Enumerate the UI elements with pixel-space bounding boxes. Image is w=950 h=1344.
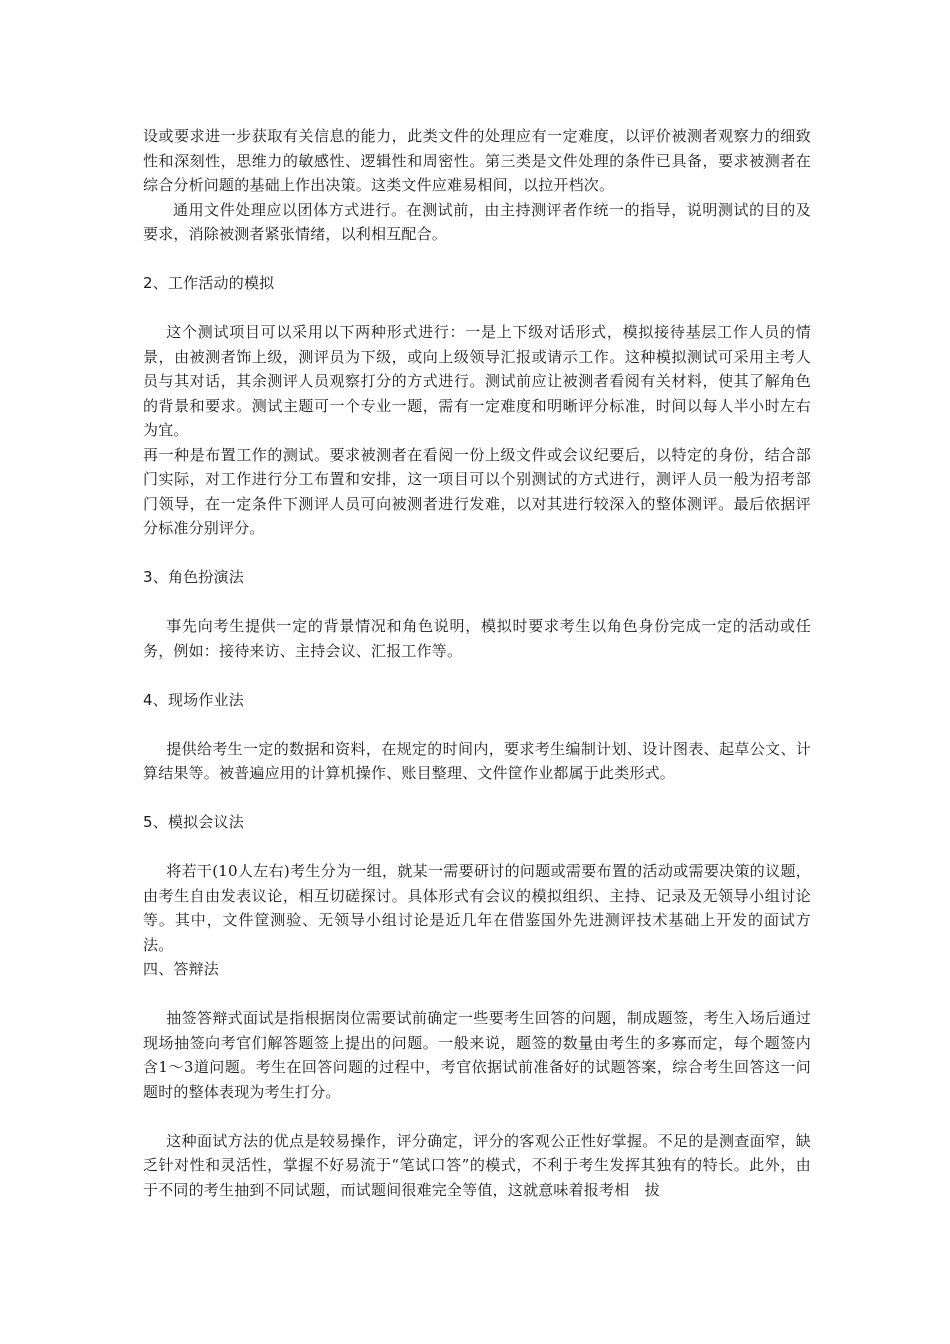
paragraph-mock-meeting: 将若干(10人左右)考生分为一组，就某一需要研讨的问题或需要布置的活动或需要决策的议题，由考生自由发表议论，相互切磋探讨。具体形式有会议的模拟组织、主持、记录及无领导小组讨论等。其中，文件筐测验、无领导小组讨论是近几年在借鉴国外先进测评技术基础上开发的面试方法。 <box>143 862 811 954</box>
document-page <box>143 124 811 1202</box>
paragraph-pros-cons: 这种面试方法的优点是较易操作，评分确定，评分的客观公正性好掌握。不足的是测查面窄，缺乏针对性和灵活性，掌握不好易流于“笔试口答”的模式，不利于考生发挥其独有的特长。此外，由于不同的考生抽到不同试题，而试题间很难完全等值，这就意味着报考相 拔 <box>143 1131 811 1199</box>
paragraph-lottery-defense: 抽签答辩式面试是指根据岗位需要试前确定一些要考生回答的问题，制成题签，考生入场后通过现场抽签向考官们解答题签上提出的问题。一般来说，题签的数量由考生的多寡而定，每个题签内含1～3道问题。考生在回答问题的过程中，考官依据试前准备好的试题答案，综合考生回答这一问题时的整体表现为考生打分。 <box>143 1009 811 1101</box>
paragraph-field-work: 提供给考生一定的数据和资料，在规定的时间内，要求考生编制计划、设计图表、起草公文、计算结果等。被普遍应用的计算机操作、账目整理、文件筐作业都属于此类形式。 <box>143 739 811 782</box>
heading-work-simulation: 2、工作活动的模拟 <box>143 274 275 292</box>
heading-field-work: 4、现场作业法 <box>143 690 244 709</box>
heading-role-play: 3、角色扮演法 <box>143 568 244 586</box>
spacer <box>143 590 811 615</box>
paragraph-group-processing: 通用文件处理应以团体方式进行。在测试前，由主持测评者作统一的指导，说明测试的目的及要求，消除被测者紧张情绪，以利相互配合。 <box>143 200 811 243</box>
paragraph-assign-work: 再一种是布置工作的测试。要求被测者在看阅一份上级文件或会议纪要后，以特定的身份，结合部门实际，对工作进行分工布置和安排，这一项目可以个别测试的方式进行，测评人员一般为招考部门领导，在一定条件下测评人员可向被测者进行发难，以对其进行较深入的整体测评。最后依据评分标准分别评分。 <box>143 445 811 537</box>
paragraph-role-play: 事先向考生提供一定的背景情况和角色说明，模拟时要求考生以角色身份完成一定的活动或任务，例如：接待来访、主持会议、汇报工作等。 <box>143 617 811 660</box>
spacer <box>143 835 811 860</box>
spacer <box>143 1104 811 1129</box>
paragraph-file-types: 设或要求进一步获取有关信息的能力，此类文件的处理应有一定难度，以评价被测者观察力的细致性和深刻性，思维力的敏感性、逻辑性和周密性。第三类是文件处理的条件已具备，要求被测者在综合分析问题的基础上作出决策。这类文件应难易相间，以拉开档次。 <box>143 127 811 194</box>
heading-defense-method: 四、答辩法 <box>143 960 220 978</box>
spacer <box>143 296 811 321</box>
spacer <box>143 712 811 737</box>
heading-mock-meeting: 5、模拟会议法 <box>143 813 244 831</box>
spacer <box>143 786 811 811</box>
spacer <box>143 663 811 688</box>
spacer <box>143 982 811 1007</box>
spacer <box>143 541 811 566</box>
spacer <box>143 247 811 272</box>
paragraph-dialogue-form: 这个测试项目可以采用以下两种形式进行：一是上下级对话形式，模拟接待基层工作人员的情景，由被测者饰上级，测评员为下级，或向上级领导汇报或请示工作。这种模拟测试可采用主考人员与其对话，其余测评人员观察打分的方式进行。测试前应让被测者看阅有关材料，使其了解角色的背景和要求。测试主题可一个专业一题，需有一定难度和明晰评分标准，时间以每人半小时左右为宜。 <box>143 323 811 439</box>
